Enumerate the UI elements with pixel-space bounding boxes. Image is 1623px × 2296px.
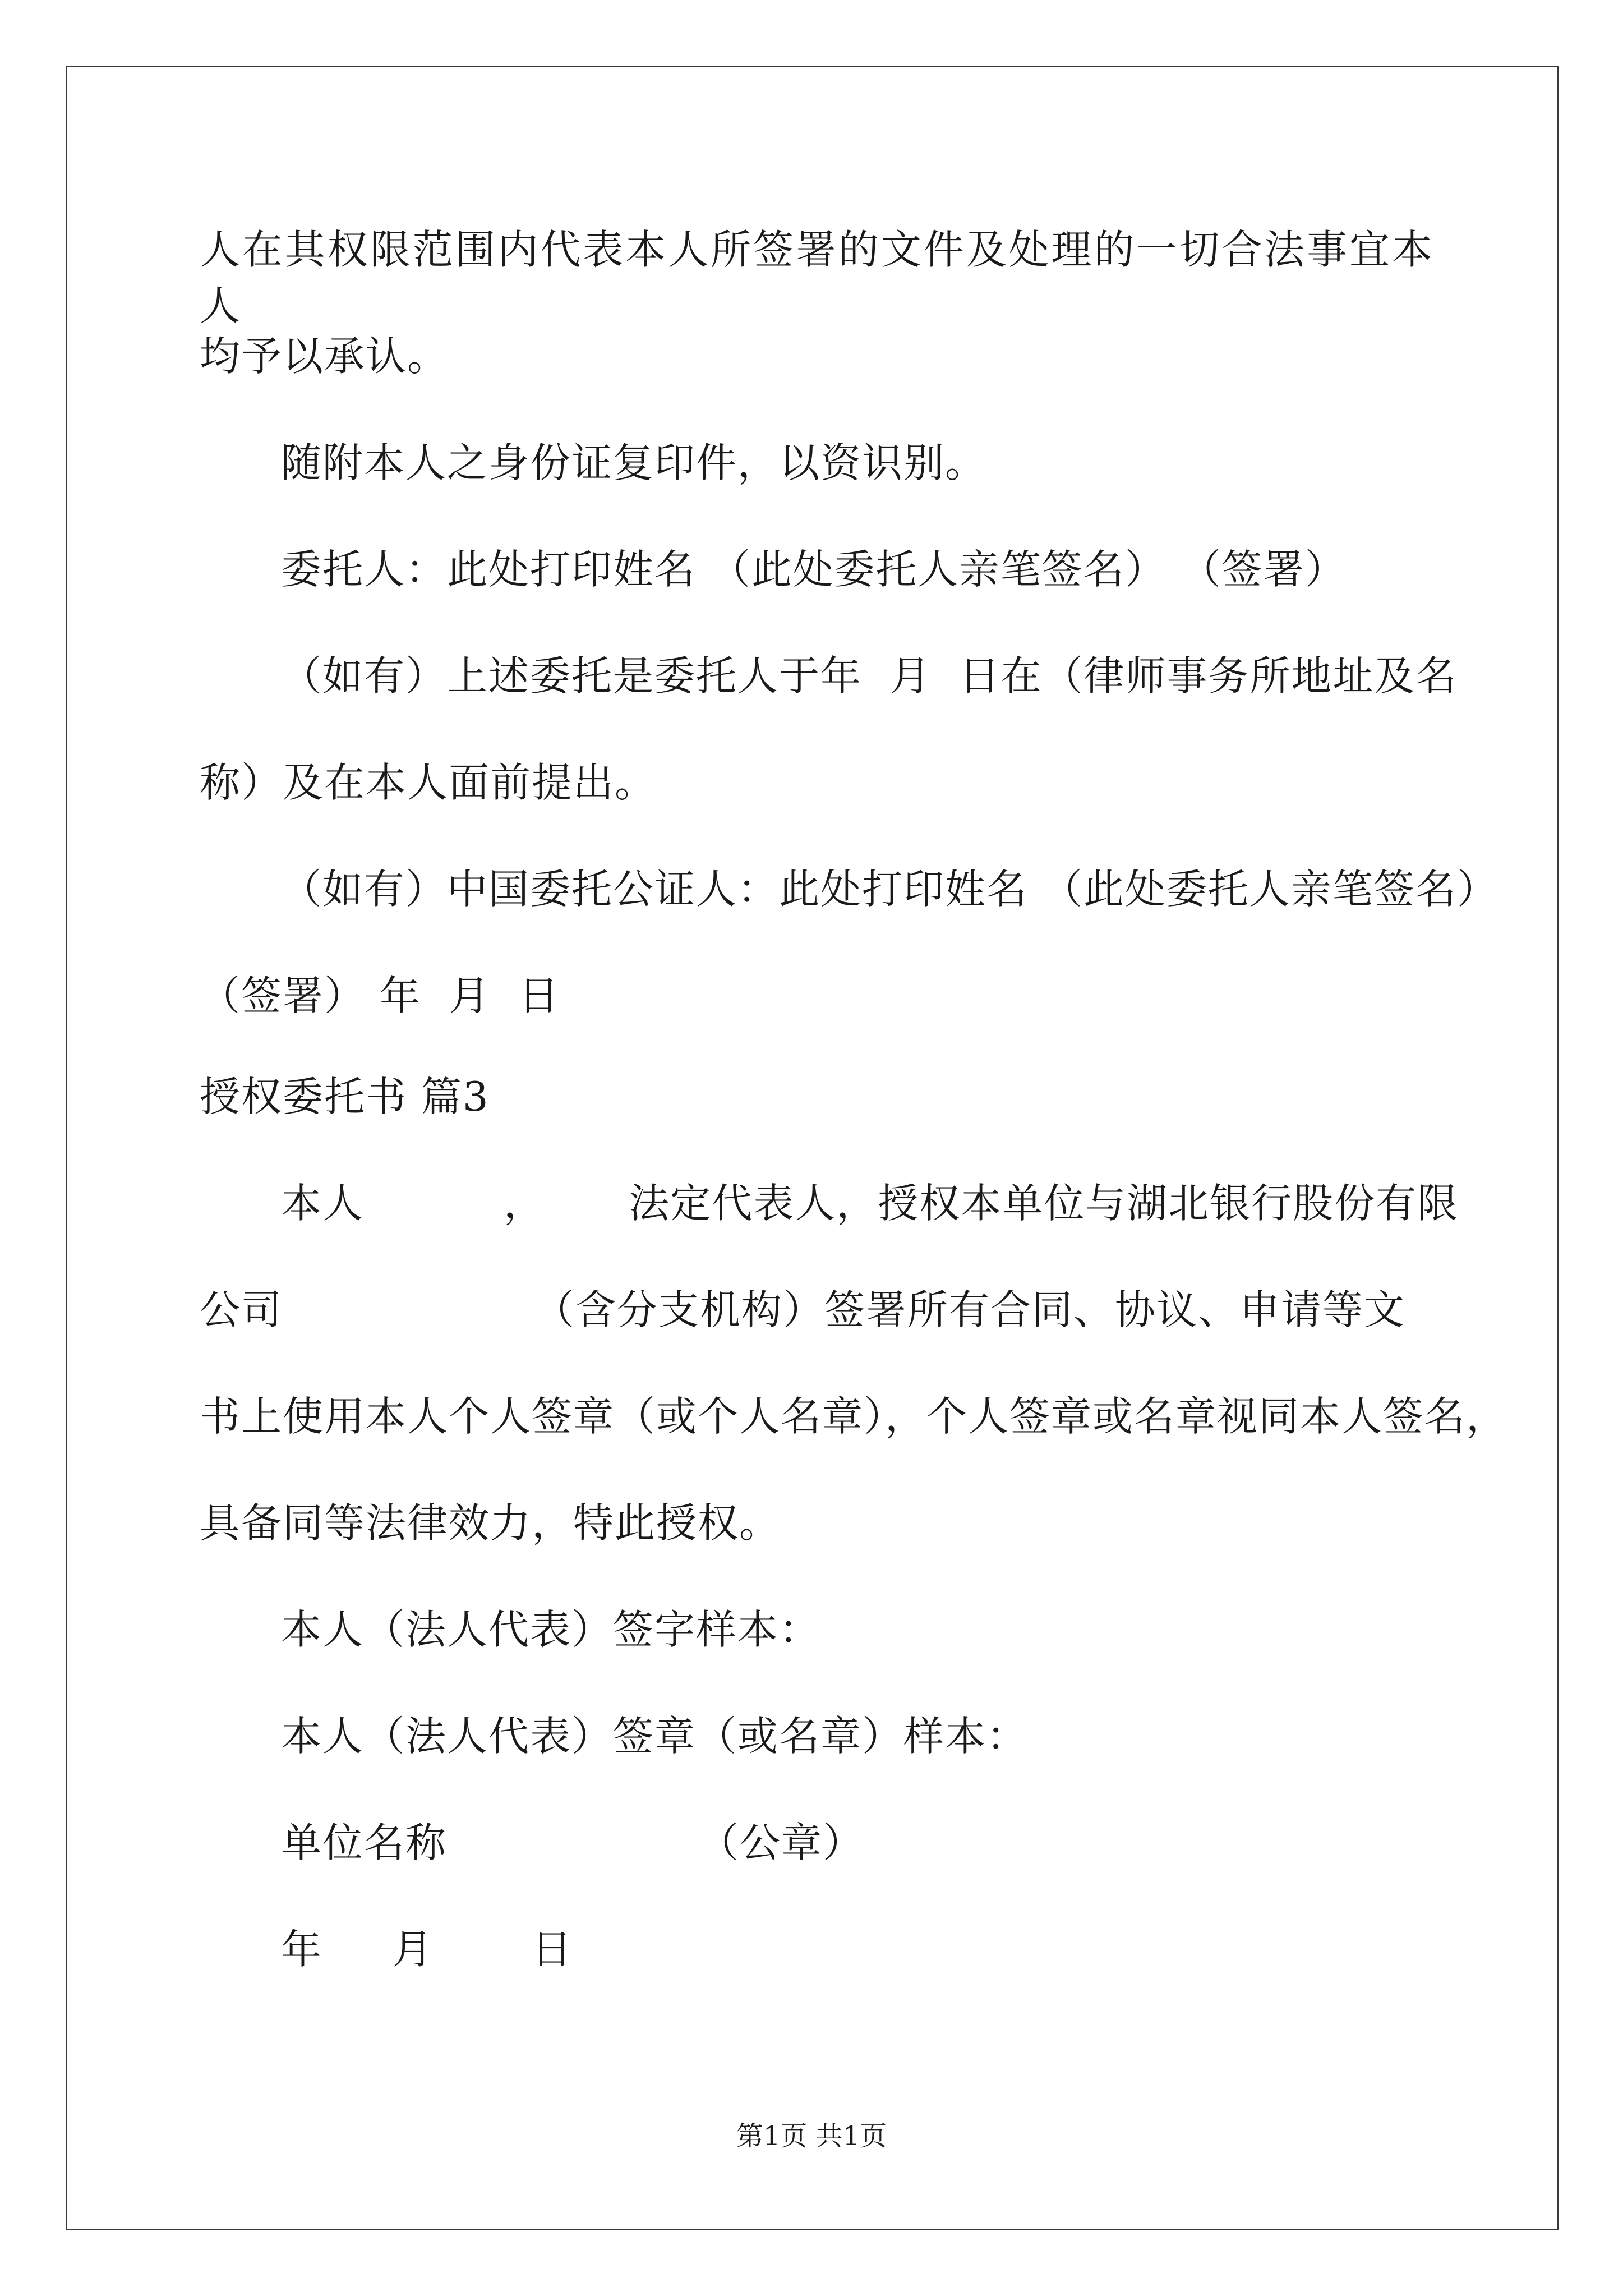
paragraph-line: （如有）中国委托公证人：此处打印姓名 （此处委托人亲笔签名）	[281, 866, 1498, 913]
page-number-footer: 第1页 共1页	[736, 2120, 887, 2152]
paragraph-line: 单位名称 （公章）	[281, 1819, 864, 1866]
paragraph-line: （签署） 年 月 日	[200, 972, 560, 1019]
paragraph-line: 随附本人之身份证复印件，以资识别。	[281, 439, 987, 486]
section-heading: 授权委托书 篇3	[200, 1073, 490, 1120]
paragraph-line: 委托人：此处打印姓名 （此处委托人亲笔签名） （签署）	[281, 546, 1347, 593]
paragraph-line: 本人（法人代表）签字样本：	[281, 1606, 821, 1653]
page-border	[66, 66, 1559, 2230]
paragraph-line: （如有）上述委托是委托人于年 月 日在（律师事务所地址及名	[281, 652, 1458, 700]
paragraph-line: 书上使用本人个人签章（或个人名章），个人签章或名章视同本人签名，	[200, 1393, 1508, 1440]
paragraph-line: 人在其权限范围内代表本人所签署的文件及处理的一切合法事宜本人	[200, 226, 1433, 329]
paragraph-line: 具备同等法律效力，特此授权。	[200, 1499, 781, 1547]
paragraph-line: 均予以承认。	[200, 333, 449, 380]
paragraph-line: 本人 ， 法定代表人，授权本单位与湖北银行股份有限	[281, 1180, 1459, 1227]
paragraph-line: 称）及在本人面前提出。	[200, 759, 657, 806]
paragraph-line: 年 月 日	[281, 1926, 573, 1973]
paragraph-line: 公司 （含分支机构）签署所有合同、协议、申请等文	[200, 1286, 1405, 1333]
paragraph-line: 本人（法人代表）签章（或名章）样本：	[281, 1713, 1029, 1760]
